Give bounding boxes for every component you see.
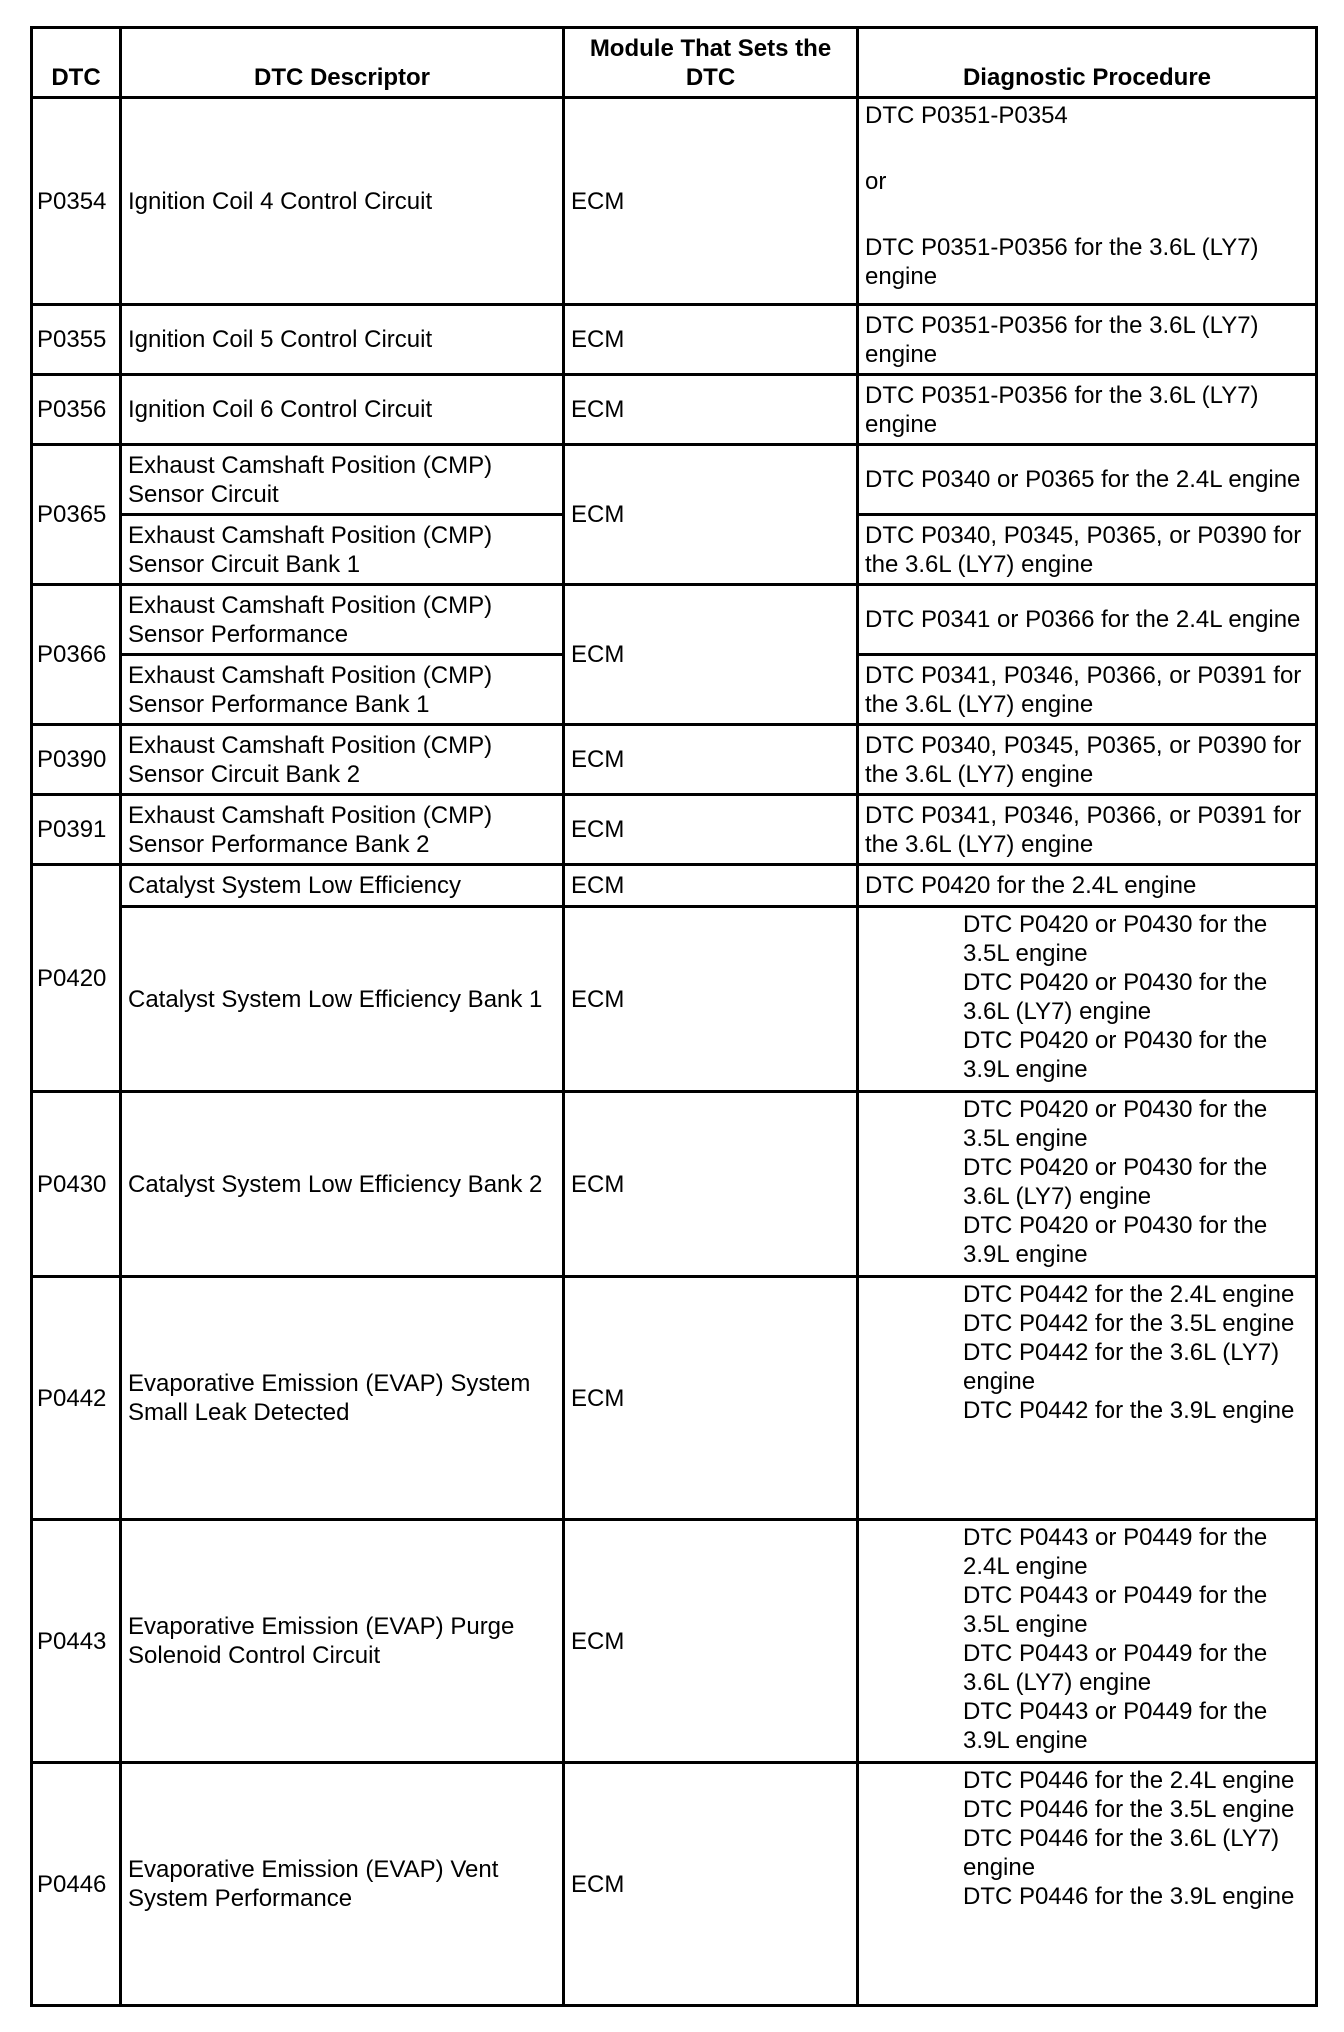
procedure-cell: DTC P0351-P0356 for the 3.6L (LY7) engine [858,305,1317,375]
dtc-code: P0443 [32,1520,121,1763]
procedure-line: DTC P0443 or P0449 for the 3.5L engine [963,1582,1268,1638]
module-cell: ECM [564,375,858,445]
dtc-code: P0420 [32,865,121,1092]
procedure-cell [858,1277,1317,1520]
dtc-code: P0446 [32,1763,121,2006]
module-cell: ECM [564,1520,858,1763]
dtc-descriptor: Catalyst System Low Efficiency Bank 2 [121,1092,564,1277]
table-row [32,445,1317,515]
procedure-line: DTC P0420 or P0430 for the 3.9L engine [963,1027,1268,1083]
dtc-code: P0355 [32,305,121,375]
procedure-line: DTC P0420 or P0430 for the 3.9L engine [963,1212,1268,1268]
table-row [32,1520,1317,1763]
table-row [32,725,1317,795]
dtc-table [30,26,1318,2007]
procedure-line: DTC P0446 for the 2.4L engine [963,1767,1295,1794]
module-cell: ECM [564,1092,858,1277]
procedure-cell: DTC P0341, P0346, P0366, or P0391 for the 3.6L (LY7) engine [858,795,1317,865]
procedure-cell: DTC P0340, P0345, P0365, or P0390 for the 3.6L (LY7) engine [858,515,1317,585]
table-row [32,585,1317,655]
dtc-descriptor: Exhaust Camshaft Position (CMP) Sensor Performance [121,585,564,655]
procedure-line: DTC P0351-P0354 [865,102,1068,129]
table-row [32,795,1317,865]
header-row [32,28,1317,98]
dtc-code: P0356 [32,375,121,445]
table-row [32,1277,1317,1520]
dtc-descriptor: Exhaust Camshaft Position (CMP) Sensor Circuit [121,445,564,515]
procedure-or: or [865,168,887,195]
procedure-line: DTC P0446 for the 3.9L engine [963,1883,1295,1910]
dtc-descriptor: Evaporative Emission (EVAP) Vent System Performance [121,1763,564,2006]
dtc-code: P0354 [32,98,121,305]
module-cell: ECM [564,585,858,725]
procedure-line: DTC P0351-P0356 for the 3.6L (LY7) engine [865,234,1259,290]
module-cell: ECM [564,1277,858,1520]
module-cell: ECM [564,725,858,795]
procedure-cell: DTC P0420 for the 2.4L engine [858,865,1317,907]
procedure-cell [858,98,1317,305]
header-descriptor: DTC Descriptor [121,28,564,98]
procedure-line: DTC P0442 for the 2.4L engine [963,1281,1295,1308]
procedure-cell: DTC P0341, P0346, P0366, or P0391 for the 3.6L (LY7) engine [858,655,1317,725]
dtc-descriptor: Evaporative Emission (EVAP) Purge Solenoid Control Circuit [121,1520,564,1763]
procedure-cell: DTC P0340 or P0365 for the 2.4L engine [858,445,1317,515]
dtc-descriptor: Ignition Coil 6 Control Circuit [121,375,564,445]
table-row [32,907,1317,1092]
module-cell: ECM [564,865,858,907]
table-row [32,375,1317,445]
procedure-line: DTC P0442 for the 3.5L engine [963,1310,1295,1337]
procedure-cell [858,907,1317,1092]
module-cell: ECM [564,1763,858,2006]
dtc-code: P0365 [32,445,121,585]
procedure-cell: DTC P0340, P0345, P0365, or P0390 for the 3.6L (LY7) engine [858,725,1317,795]
dtc-code: P0430 [32,1092,121,1277]
table-row [32,98,1317,305]
table-row [32,1092,1317,1277]
dtc-descriptor: Catalyst System Low Efficiency Bank 1 [121,907,564,1092]
header-dtc: DTC [32,28,121,98]
header-module: Module That Sets the DTC [564,28,858,98]
dtc-descriptor: Exhaust Camshaft Position (CMP) Sensor Circuit Bank 1 [121,515,564,585]
module-cell: ECM [564,98,858,305]
module-cell: ECM [564,445,858,585]
dtc-code: P0390 [32,725,121,795]
module-cell: ECM [564,907,858,1092]
procedure-line: DTC P0443 or P0449 for the 2.4L engine [963,1524,1268,1580]
procedure-line: DTC P0442 for the 3.6L (LY7) engine [963,1339,1280,1395]
table-row [32,865,1317,907]
procedure-cell: DTC P0351-P0356 for the 3.6L (LY7) engine [858,375,1317,445]
procedure-line: DTC P0446 for the 3.5L engine [963,1796,1295,1823]
header-procedure: Diagnostic Procedure [858,28,1317,98]
procedure-cell [858,1520,1317,1763]
module-cell: ECM [564,795,858,865]
dtc-descriptor: Ignition Coil 4 Control Circuit [121,98,564,305]
table-row [32,1763,1317,2006]
procedure-line: DTC P0443 or P0449 for the 3.6L (LY7) engine [963,1640,1268,1696]
procedure-cell [858,1092,1317,1277]
procedure-line: DTC P0446 for the 3.6L (LY7) engine [963,1825,1280,1881]
table-row [32,305,1317,375]
procedure-line: DTC P0420 or P0430 for the 3.6L (LY7) engine [963,969,1268,1025]
procedure-line: DTC P0442 for the 3.9L engine [963,1397,1295,1424]
dtc-descriptor: Evaporative Emission (EVAP) System Small Leak Detected [121,1277,564,1520]
procedure-line: DTC P0443 or P0449 for the 3.9L engine [963,1698,1268,1754]
dtc-code: P0442 [32,1277,121,1520]
dtc-descriptor: Exhaust Camshaft Position (CMP) Sensor Performance Bank 2 [121,795,564,865]
procedure-line: DTC P0420 or P0430 for the 3.5L engine [963,1096,1268,1152]
dtc-descriptor: Exhaust Camshaft Position (CMP) Sensor Circuit Bank 2 [121,725,564,795]
dtc-descriptor: Catalyst System Low Efficiency [121,865,564,907]
dtc-descriptor: Ignition Coil 5 Control Circuit [121,305,564,375]
dtc-code: P0391 [32,795,121,865]
procedure-line: DTC P0420 or P0430 for the 3.6L (LY7) engine [963,1154,1268,1210]
dtc-code: P0366 [32,585,121,725]
module-cell: ECM [564,305,858,375]
procedure-line: DTC P0420 or P0430 for the 3.5L engine [963,911,1268,967]
dtc-descriptor: Exhaust Camshaft Position (CMP) Sensor Performance Bank 1 [121,655,564,725]
procedure-cell [858,1763,1317,2006]
procedure-cell: DTC P0341 or P0366 for the 2.4L engine [858,585,1317,655]
